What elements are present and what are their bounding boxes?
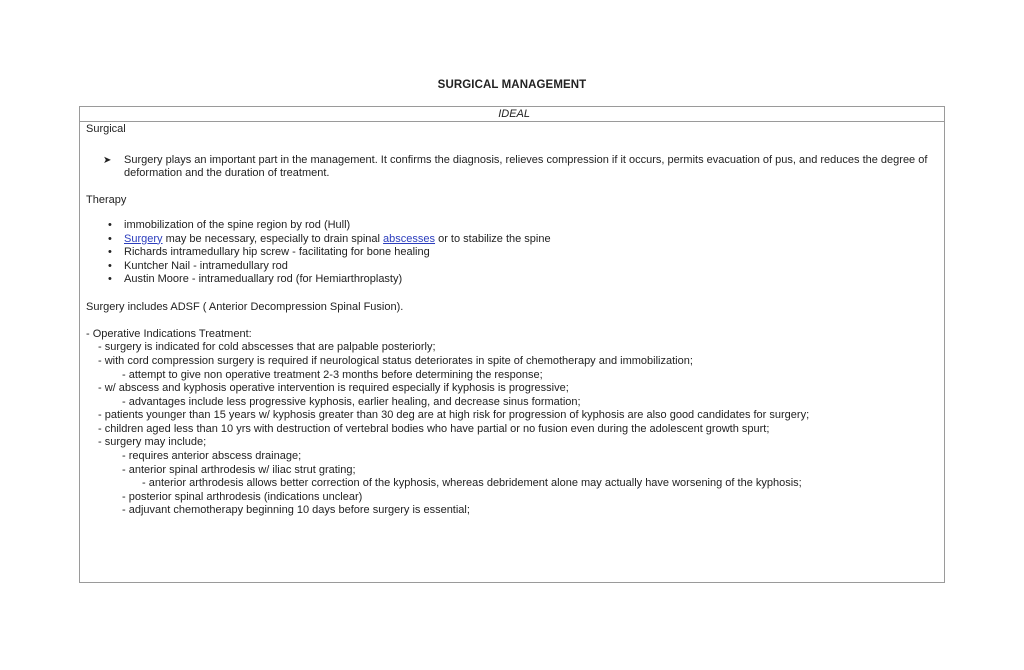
- therapy-item-text: Kuntcher Nail - intramedullary rod: [124, 259, 288, 272]
- operative-line: - advantages include less progressive kyphosis, earlier healing, and decrease sinus formation;: [122, 395, 581, 408]
- page-title: SURGICAL MANAGEMENT: [437, 79, 587, 91]
- surgical-point-text: Surgery plays an important part in the management. It confirms the diagnosis, relieves compression if it occurs, permits evacuation of pus, and reduces the degree of deformation and the duration of treatment.: [124, 153, 928, 180]
- operative-line: - anterior spinal arthrodesis w/ iliac strut grating;: [122, 463, 356, 476]
- operative-heading: - Operative Indications Treatment:: [86, 327, 252, 340]
- arrow-bullet-icon: ➤: [103, 154, 112, 166]
- operative-line: - patients younger than 15 years w/ kyphosis greater than 30 deg are at high risk for progression of kyphosis are also good candidates for surgery;: [98, 409, 810, 422]
- therapy-list: [86, 219, 938, 287]
- surgery-link[interactable]: Surgery: [124, 232, 163, 245]
- operative-line: - attempt to give non operative treatment 2-3 months before determining the response;: [122, 368, 543, 381]
- therapy-item-text: may be necessary, especially to drain spinal: [162, 232, 384, 245]
- operative-line: - children aged less than 10 yrs with destruction of vertebral bodies who have partial or no fusion even during the adolescent growth spurt;: [98, 422, 770, 435]
- bullet-dot-icon: •: [108, 259, 112, 272]
- list-item: [86, 233, 938, 247]
- list-item: [86, 219, 938, 233]
- therapy-item-text: immobilization of the spine region by rod (Hull): [124, 218, 351, 231]
- column-header-ideal: IDEAL: [80, 107, 944, 122]
- operative-line: - posterior spinal arthrodesis (indications unclear): [122, 490, 363, 503]
- section-label-surgical: Surgical: [86, 123, 126, 135]
- therapy-item-text: Austin Moore - intrameduallary rod (for Hemiarthroplasty): [124, 273, 403, 286]
- section-label-therapy: Therapy: [86, 194, 127, 207]
- operative-line: - surgery may include;: [98, 436, 207, 449]
- list-item: [86, 246, 938, 260]
- operative-line: - with cord compression surgery is required if neurological status deteriorates in spite of chemotherapy and immobilization;: [98, 354, 693, 367]
- surgical-point: [86, 154, 938, 181]
- bullet-dot-icon: •: [108, 273, 112, 286]
- operative-line: - surgery is indicated for cold abscesses that are palpable posteriorly;: [98, 341, 436, 354]
- operative-line: - anterior arthrodesis allows better correction of the kyphosis, whereas debridement alone may actually have worsening of the kyphosis;: [142, 477, 802, 490]
- operative-line: - requires anterior abscess drainage;: [122, 450, 302, 463]
- bullet-dot-icon: •: [108, 232, 112, 245]
- therapy-item-text: or to stabilize the spine: [435, 232, 551, 245]
- bullet-dot-icon: •: [108, 218, 112, 231]
- bullet-dot-icon: •: [108, 246, 112, 259]
- adsf-line: Surgery includes ADSF ( Anterior Decompression Spinal Fusion).: [86, 300, 404, 313]
- operative-line: - adjuvant chemotherapy beginning 10 days before surgery is essential;: [122, 504, 470, 517]
- content-table: [79, 106, 945, 583]
- operative-line: - w/ abscess and kyphosis operative intervention is required especially if kyphosis is progressive;: [98, 382, 569, 395]
- list-item: [86, 260, 938, 274]
- therapy-item-text: Richards intramedullary hip screw - facilitating for bone healing: [124, 246, 430, 259]
- list-item: [86, 273, 938, 287]
- abscesses-link[interactable]: abscesses: [383, 232, 436, 245]
- table-cell: [80, 122, 944, 518]
